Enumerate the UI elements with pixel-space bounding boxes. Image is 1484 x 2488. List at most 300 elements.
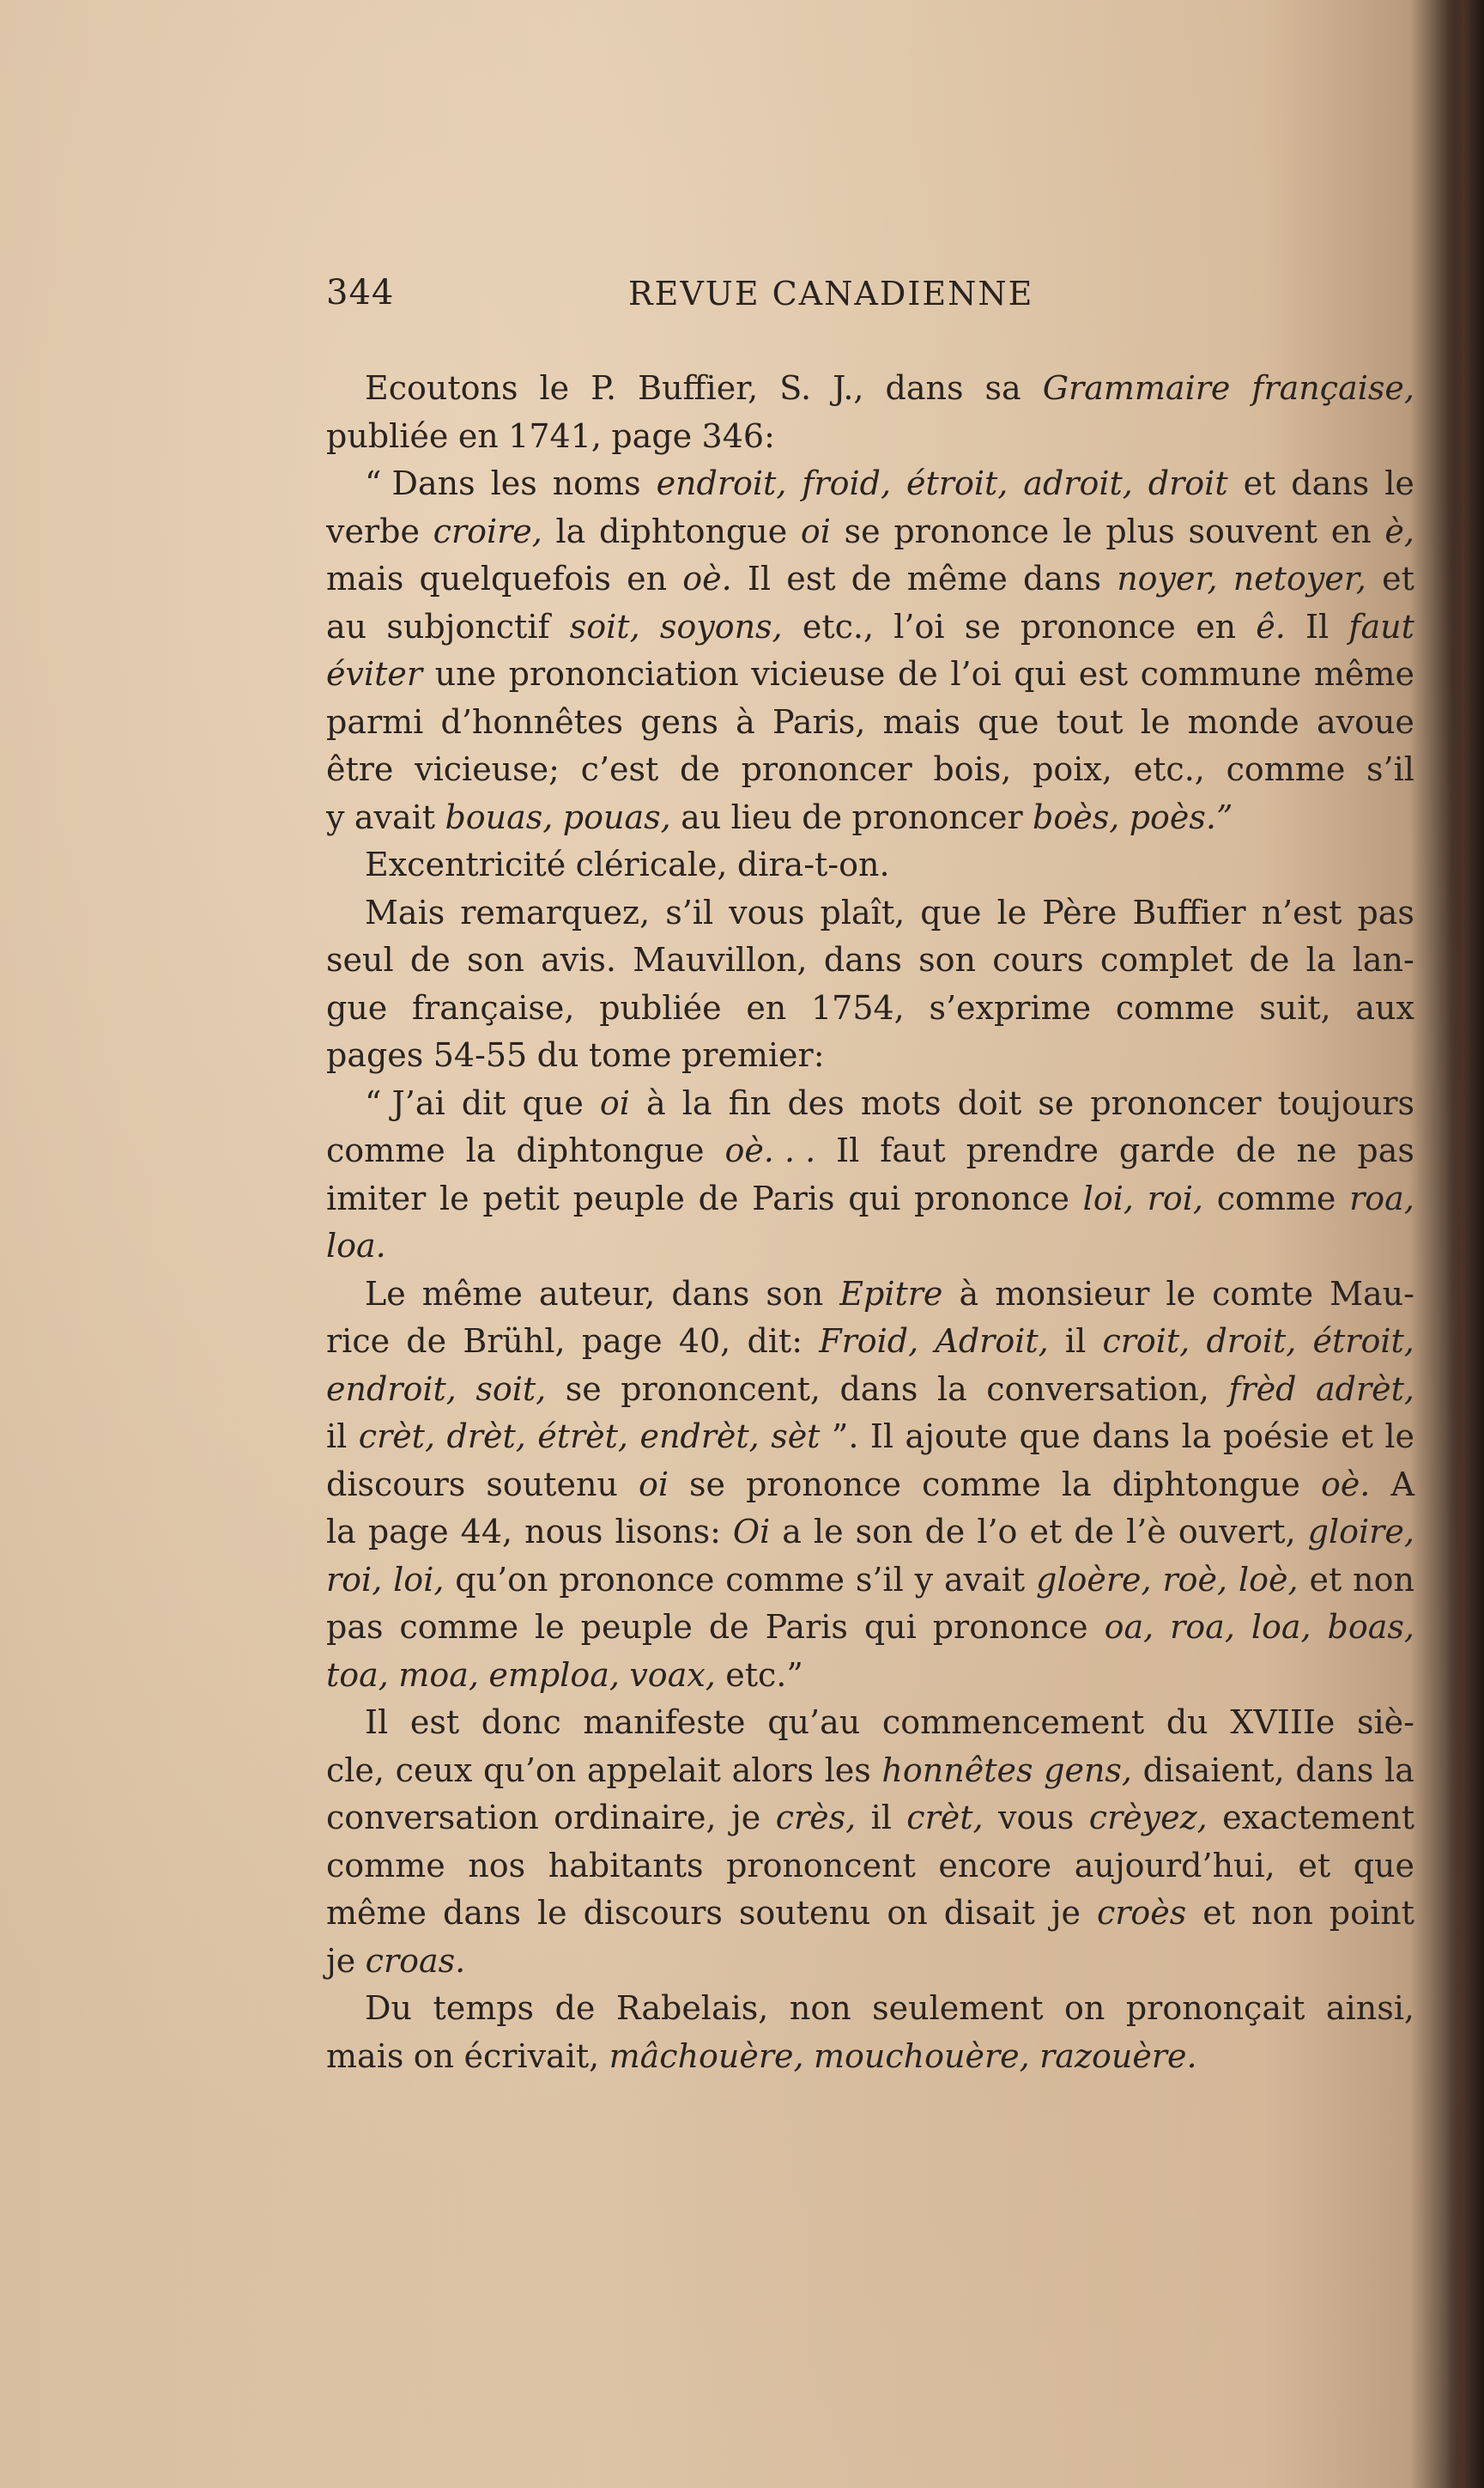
word: est <box>1078 655 1129 693</box>
word: en <box>627 560 668 598</box>
word: comme <box>1226 750 1346 788</box>
word: de <box>1074 1513 1115 1550</box>
text-line <box>326 699 1414 747</box>
word: XVIIIe <box>1230 1703 1336 1741</box>
word: Le <box>365 1274 406 1313</box>
word: comme <box>1216 1179 1336 1217</box>
text-line <box>326 651 1414 699</box>
word: se <box>844 512 881 550</box>
word: temps <box>433 1989 535 2027</box>
word: Mauvillon, <box>633 941 808 979</box>
word: 1741, <box>508 416 602 455</box>
word: gens, <box>1044 1751 1132 1789</box>
word: oa, <box>1104 1608 1154 1646</box>
word: disait <box>943 1894 1035 1932</box>
word: non <box>789 1989 851 2027</box>
text-line <box>326 1604 1414 1652</box>
word: endroit, <box>656 464 787 502</box>
word: prononcer <box>1090 1083 1262 1122</box>
word: en <box>1330 512 1372 550</box>
word: le <box>536 1894 567 1932</box>
word: diphtongue <box>1111 1465 1300 1503</box>
word: étroit, <box>1312 1322 1414 1360</box>
text-line <box>326 1747 1414 1795</box>
word: oi <box>599 1083 630 1122</box>
word: prononcer <box>741 750 912 788</box>
word: gue <box>326 988 388 1027</box>
word: discours <box>326 1465 466 1503</box>
word: comme <box>1115 988 1235 1027</box>
word: de <box>708 1608 749 1646</box>
word: Adroit, <box>935 1322 1049 1360</box>
word: de <box>1235 1132 1276 1169</box>
word: l’o <box>977 1513 1018 1550</box>
word: moa, <box>398 1655 479 1694</box>
word: même <box>1313 655 1414 693</box>
word: en <box>1196 607 1237 646</box>
word: peuple <box>572 1179 685 1217</box>
word: l’oi <box>950 655 1002 693</box>
text-line <box>326 1127 1414 1175</box>
word: faut <box>880 1132 946 1169</box>
word: Grammaire <box>1042 369 1231 407</box>
word: roi, <box>1147 1179 1203 1217</box>
word: conversation, <box>986 1369 1209 1408</box>
word: mais <box>326 2036 404 2075</box>
page-edge-shadow <box>1446 0 1484 2488</box>
word: qui <box>863 1608 917 1646</box>
word: qui <box>1014 655 1067 693</box>
word: dans <box>1023 560 1101 598</box>
word: Mais <box>365 893 445 931</box>
word: Buffier, <box>638 369 759 407</box>
word: roa, <box>1349 1179 1414 1217</box>
word: Paris, <box>772 702 866 741</box>
word: dans <box>1092 1417 1171 1455</box>
word: lan- <box>1352 941 1414 979</box>
word: è, <box>1384 512 1414 550</box>
word: parmi <box>326 702 424 741</box>
word: adrèt, <box>1316 1369 1414 1408</box>
word: etc., <box>802 607 875 646</box>
word: crèyez, <box>1088 1799 1208 1836</box>
word: poix, <box>1033 750 1112 788</box>
word: s’il <box>1366 750 1414 788</box>
word: 54-55 <box>433 1036 528 1074</box>
word: page <box>367 1513 449 1550</box>
text-line <box>326 985 1414 1033</box>
text-line <box>326 508 1414 556</box>
word: s’il <box>665 893 714 931</box>
word: les <box>490 464 537 502</box>
word: diphtongue <box>516 1132 705 1169</box>
word: on <box>887 1894 928 1932</box>
word: Mau- <box>1330 1274 1414 1313</box>
word: ”. <box>831 1417 859 1455</box>
word: tome <box>588 1036 672 1074</box>
word: peuple <box>580 1608 693 1646</box>
text-line <box>326 1032 1414 1080</box>
word: prononce <box>746 1465 902 1503</box>
word: Il <box>365 1703 389 1741</box>
word: oè. <box>682 560 732 598</box>
word: doit <box>957 1083 1022 1122</box>
text-line <box>326 1175 1414 1223</box>
word: il <box>1064 1322 1087 1360</box>
word: Il <box>1305 607 1330 646</box>
word: tout <box>1056 702 1124 741</box>
word: soit, <box>475 1369 547 1408</box>
word: et <box>1382 560 1414 598</box>
word: Paris <box>765 1608 848 1646</box>
word: étrèt, <box>537 1417 629 1455</box>
word: non <box>1251 1894 1313 1932</box>
word: noyer, <box>1117 560 1218 598</box>
word: dans <box>1295 1751 1374 1789</box>
word: je <box>1051 1894 1081 1932</box>
word: Il <box>836 1132 860 1169</box>
word: loa. <box>326 1227 386 1265</box>
word: le <box>535 1608 565 1646</box>
word: même <box>326 1894 427 1932</box>
word: boas, <box>1327 1608 1414 1646</box>
word: croès <box>1096 1894 1187 1932</box>
text-line <box>326 1223 1414 1271</box>
word: seulement <box>872 1989 1044 2027</box>
word: sa <box>984 369 1021 407</box>
word: commencement <box>881 1703 1145 1741</box>
word: prononcent <box>726 1846 916 1884</box>
word: petit <box>482 1179 560 1217</box>
text-line <box>326 1318 1414 1366</box>
word: dit <box>461 1083 506 1122</box>
word: 1754, <box>810 988 905 1027</box>
word: avait <box>943 1560 1026 1599</box>
word: dit: <box>747 1322 803 1360</box>
word: mots <box>860 1083 942 1122</box>
word: boès, <box>1033 798 1120 836</box>
word: roè, <box>1162 1560 1228 1599</box>
word: aux <box>1355 988 1414 1027</box>
word: crèt, <box>906 1799 984 1836</box>
word: la <box>681 1083 712 1122</box>
word: avait <box>354 798 436 836</box>
word: les <box>824 1751 871 1789</box>
word: vous <box>729 893 805 931</box>
word: française, <box>1251 369 1414 407</box>
word: prononçait <box>1125 1989 1305 2027</box>
word: diphtongue <box>599 512 788 550</box>
word: gloère, <box>1036 1560 1152 1599</box>
word: la <box>555 512 586 550</box>
word: lisons: <box>615 1513 721 1550</box>
word: la <box>326 1513 356 1550</box>
word: Froid, <box>819 1322 919 1360</box>
word: loi, <box>1082 1179 1134 1217</box>
word: la <box>465 1132 496 1169</box>
word: complet <box>1099 941 1233 979</box>
word: l’è <box>1126 1513 1166 1550</box>
word: la <box>1061 1465 1092 1503</box>
word: manifeste <box>583 1703 746 1741</box>
word: plaît, <box>820 893 906 931</box>
page-header <box>326 273 1416 316</box>
word: netoyer, <box>1233 560 1366 598</box>
text-line <box>326 841 1414 889</box>
text-line <box>326 460 1414 508</box>
word: le <box>539 369 570 407</box>
word: à <box>736 702 755 741</box>
word: pas <box>326 1608 384 1646</box>
word: imiter <box>326 1179 427 1217</box>
word: endroit, <box>326 1369 457 1408</box>
word: vicieuse; <box>415 750 560 788</box>
word: endrèt, <box>639 1417 760 1455</box>
word: monsieur <box>995 1274 1150 1313</box>
word: il <box>326 1417 348 1455</box>
word: pouas, <box>562 798 671 836</box>
word: n’est <box>1261 893 1342 931</box>
word: nous <box>524 1513 603 1550</box>
word: souvent <box>1188 512 1318 550</box>
word: publiée <box>599 988 722 1027</box>
text-line <box>326 1985 1414 2033</box>
word: son <box>918 941 976 979</box>
word: plus <box>1105 512 1175 550</box>
word: Du <box>365 1989 412 2027</box>
word: ê. <box>1256 607 1286 646</box>
word: qu’au <box>767 1703 861 1741</box>
word: roi, <box>326 1560 383 1599</box>
word: de <box>554 1989 596 2027</box>
word: rice <box>326 1322 391 1360</box>
text-line <box>326 413 1414 461</box>
word: poès.” <box>1129 798 1233 836</box>
word: encore <box>938 1846 1052 1884</box>
word: la <box>936 1369 967 1408</box>
text-line <box>326 1938 1414 1986</box>
text-line <box>326 1890 1414 1938</box>
word: soutenu <box>738 1894 871 1932</box>
word: honnêtes <box>881 1751 1033 1789</box>
word: conversation <box>326 1799 539 1836</box>
word: publiée <box>326 416 449 455</box>
word: gens <box>640 702 718 741</box>
word: que <box>1019 1417 1081 1455</box>
text-line <box>326 1366 1414 1414</box>
word: mais <box>882 702 960 741</box>
word: crèt, <box>358 1417 436 1455</box>
word: droit, <box>1206 1322 1297 1360</box>
word: etc., <box>1133 750 1205 788</box>
word: de <box>897 655 938 693</box>
word: croas. <box>365 1941 466 1980</box>
word: d’honnêtes <box>440 702 623 741</box>
text-line <box>326 1271 1414 1319</box>
word: dans <box>885 369 964 407</box>
word: cléricale, <box>575 846 728 883</box>
word: razouère. <box>1039 2036 1197 2075</box>
word: non <box>1353 1560 1414 1599</box>
word: donc <box>481 1703 561 1741</box>
word: de <box>698 1179 739 1217</box>
word: alors <box>731 1751 814 1789</box>
word: prononce <box>559 1560 715 1599</box>
word: et <box>1309 1560 1342 1599</box>
word: vous <box>997 1799 1075 1836</box>
word: nos <box>468 1846 526 1884</box>
word: Paris <box>752 1179 835 1217</box>
word: page <box>611 416 693 455</box>
word: Brühl, <box>463 1322 566 1360</box>
word: du <box>1166 1703 1208 1741</box>
word: le <box>813 1513 844 1550</box>
word: à <box>645 1083 666 1122</box>
word: et <box>1029 1513 1063 1550</box>
word: oi <box>638 1465 669 1503</box>
word: monde <box>1187 702 1299 741</box>
word: de <box>924 1513 966 1550</box>
word: toujours <box>1277 1083 1414 1122</box>
word: ne <box>1296 1132 1337 1169</box>
word: oè. <box>1320 1465 1371 1503</box>
word: cle, <box>326 1751 385 1789</box>
text-line <box>326 1508 1414 1557</box>
word: S. <box>779 369 812 407</box>
word: avis. <box>541 941 616 979</box>
word: ouvert, <box>1178 1513 1296 1550</box>
word: le <box>1166 1274 1196 1313</box>
word: mâchouère, <box>609 2036 804 2075</box>
word: de <box>1249 941 1290 979</box>
word: dans <box>823 941 902 979</box>
word: dans <box>839 1369 918 1408</box>
word: bouas, <box>445 798 554 836</box>
word: adroit, <box>1023 464 1133 502</box>
word: sèt <box>771 1417 821 1455</box>
word: Il <box>747 560 772 598</box>
word: seul <box>326 941 394 979</box>
word: comme <box>399 1608 519 1646</box>
word: 44, <box>460 1513 513 1550</box>
text-line <box>326 1557 1414 1605</box>
word: croire, <box>433 512 542 550</box>
word: de <box>802 798 843 836</box>
word: ceux <box>395 1751 473 1789</box>
text-line <box>326 1652 1414 1700</box>
word: prononciation <box>508 655 739 693</box>
text-line <box>326 1413 1414 1461</box>
word: avoue <box>1316 702 1414 741</box>
word: fin <box>728 1083 772 1122</box>
word: Oi <box>732 1513 771 1550</box>
word: éviter <box>326 655 423 693</box>
word: siè- <box>1357 1703 1414 1741</box>
word: subjonctif <box>386 607 550 646</box>
word: pages <box>326 1036 424 1074</box>
text-line <box>326 794 1414 842</box>
word: frèd <box>1228 1369 1297 1408</box>
word: comme <box>326 1132 445 1169</box>
word: en <box>457 416 499 455</box>
word: lieu <box>730 798 792 836</box>
word: même <box>421 1274 523 1313</box>
word: bois, <box>933 750 1012 788</box>
word: roa, <box>1170 1608 1235 1646</box>
word: soyons, <box>659 607 783 646</box>
word: verbe <box>326 512 420 550</box>
word: crès, <box>775 1799 857 1836</box>
word: soutenu <box>486 1465 618 1503</box>
text-line <box>326 1842 1414 1890</box>
word: prononcent, <box>621 1369 821 1408</box>
word: le <box>996 893 1027 931</box>
word: écrivait, <box>463 2036 600 2075</box>
word: Buffier <box>1132 893 1246 931</box>
word: et <box>1243 464 1276 502</box>
word: pas <box>1357 1132 1414 1169</box>
word: 40, <box>678 1322 731 1360</box>
word: au <box>326 607 367 646</box>
word: dira-t-on. <box>736 846 890 883</box>
word: que <box>522 1083 584 1122</box>
word: est <box>786 560 836 598</box>
word: voax, <box>629 1655 716 1694</box>
word: et <box>1341 1417 1373 1455</box>
word: emploa, <box>488 1655 620 1694</box>
word: loa, <box>1251 1608 1311 1646</box>
word: s’il <box>855 1560 904 1599</box>
word: pas <box>1357 893 1414 931</box>
text-line <box>326 1794 1414 1842</box>
word: drèt, <box>446 1417 526 1455</box>
word: Excentricité <box>365 846 566 883</box>
word: ajoute <box>905 1417 1009 1455</box>
word: Père <box>1042 893 1118 931</box>
word: croit, <box>1102 1322 1190 1360</box>
word: la <box>1384 1751 1414 1789</box>
word: point <box>1329 1894 1414 1932</box>
word: on <box>413 2036 455 2075</box>
word: aujourd’hui, <box>1074 1846 1275 1884</box>
word: soit, <box>569 607 640 646</box>
word: son <box>466 941 524 979</box>
word: mouchouère, <box>814 2036 1030 2075</box>
word: mais <box>326 560 404 598</box>
word: oi <box>800 512 831 550</box>
word: prononce <box>893 512 1050 550</box>
word: la <box>1181 1417 1212 1455</box>
page-number: 344 <box>326 273 395 313</box>
word: se <box>565 1369 602 1408</box>
text-line <box>326 937 1414 985</box>
word: P. <box>591 369 617 407</box>
word: prononce <box>913 1179 1069 1217</box>
word: page <box>581 1322 663 1360</box>
word: commune <box>1140 655 1302 693</box>
word: de <box>680 750 720 788</box>
word: prononcer <box>851 798 1023 836</box>
word: habitants <box>548 1846 704 1884</box>
word: et <box>1298 1846 1331 1884</box>
word: oè. . . <box>724 1132 816 1169</box>
text-line <box>326 1461 1414 1509</box>
word: cours <box>992 941 1084 979</box>
word: c’est <box>580 750 659 788</box>
word: noms <box>552 464 641 502</box>
word: comte <box>1212 1274 1314 1313</box>
word: même <box>906 560 1008 598</box>
